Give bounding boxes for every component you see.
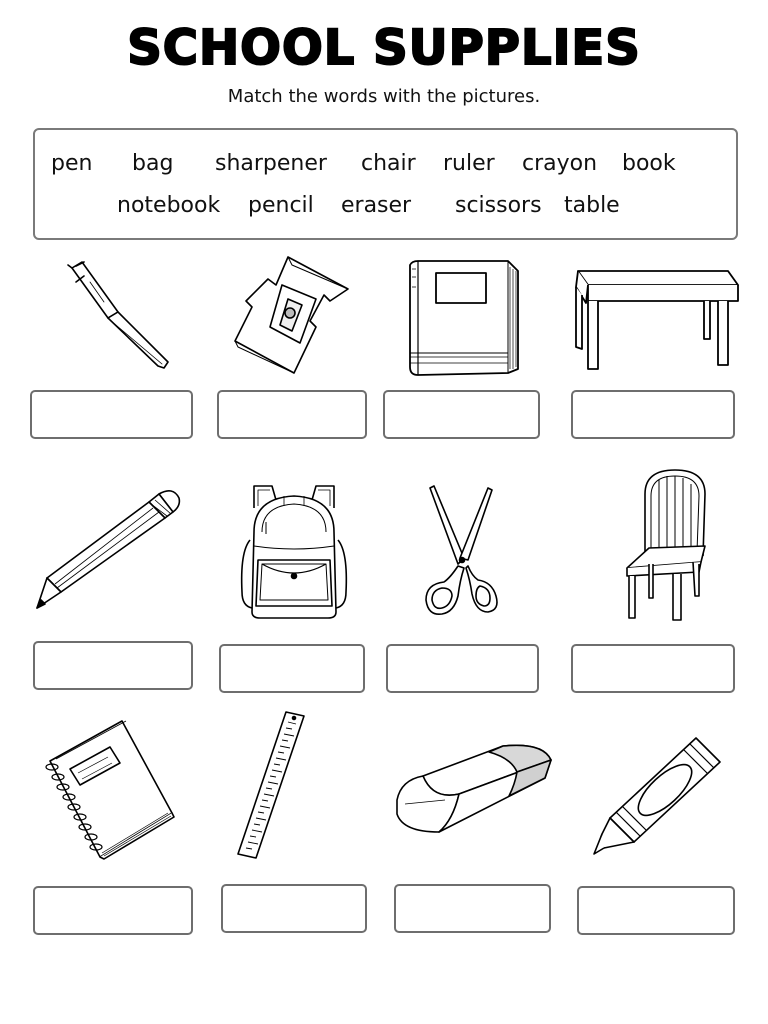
crayon-icon [590, 736, 722, 858]
word-bank-item: eraser [341, 193, 412, 218]
word-bank-item: chair [361, 151, 416, 176]
word-bank-item: ruler [443, 151, 495, 176]
pen-icon [60, 258, 180, 373]
answer-box-chair[interactable] [571, 644, 735, 693]
table-icon [570, 265, 740, 373]
notebook-icon [42, 717, 174, 862]
pencil-icon [33, 488, 181, 612]
word-bank-item: crayon [522, 151, 598, 176]
word-bank-item: pencil [248, 193, 314, 218]
answer-box-crayon[interactable] [577, 886, 735, 935]
answer-box-ruler[interactable] [221, 884, 367, 933]
answer-box-table[interactable] [571, 390, 735, 439]
answer-box-sharpener[interactable] [217, 390, 367, 439]
answer-box-scissors[interactable] [386, 644, 539, 693]
word-bank-item: scissors [455, 193, 542, 218]
word-bank-item: table [564, 193, 620, 218]
word-bank-item: book [622, 151, 676, 176]
answer-box-eraser[interactable] [394, 884, 551, 933]
eraser-icon [393, 740, 553, 836]
answer-box-book[interactable] [383, 390, 540, 439]
word-bank-item: sharpener [215, 151, 327, 176]
backpack-icon [236, 482, 352, 620]
chair-icon [623, 466, 711, 624]
ruler-icon [234, 710, 306, 860]
book-icon [404, 257, 522, 379]
scissors-icon [420, 484, 502, 618]
instruction-text: Match the words with the pictures. [227, 86, 541, 107]
sharpener-icon [230, 255, 355, 377]
word-bank-item: bag [132, 151, 174, 176]
answer-box-pencil[interactable] [33, 641, 193, 690]
worksheet-title: SCHOOL SUPPLIES [127, 20, 641, 76]
word-bank [33, 128, 738, 240]
word-bank-item: pen [51, 151, 93, 176]
answer-box-notebook[interactable] [33, 886, 193, 935]
word-bank-item: notebook [117, 193, 221, 218]
answer-box-pen[interactable] [30, 390, 193, 439]
answer-box-bag[interactable] [219, 644, 365, 693]
